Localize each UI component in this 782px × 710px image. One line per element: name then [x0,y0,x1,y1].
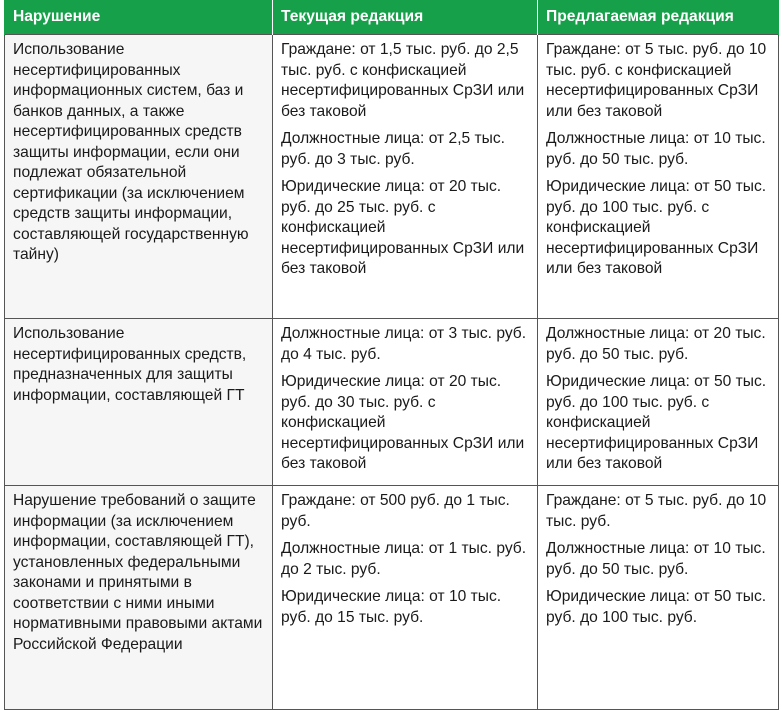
current-penalty-cell [273,319,538,486]
penalty-officials: Должностные лица: от 3 тыс. руб. до 4 тыс. руб. [281,325,527,363]
current-penalty-cell [273,486,538,710]
penalty-legal-entities: Юридические лица: от 50 тыс. руб. до 100 тыс. руб. с конфискацией несертифицированных СрЗИ или без таковой [546,178,767,277]
penalty-legal-entities: Юридические лица: от 50 тыс. руб. до 100 тыс. руб. с конфискацией несертифицированных СрЗИ или без таковой [546,373,767,472]
header-violation: Нарушение [5,0,273,35]
penalty-officials: Должностные лица: от 2,5 тыс. руб. до 3 тыс. руб. [281,130,506,168]
header-row [5,0,779,35]
violation-cell: Нарушение требований о защите информации (за исключением информации, составляющей ГТ), установленных федеральными законами и принятыми в соответствии с ними иными нормативными правовыми актами Российской Федерации [5,486,273,710]
table-row [5,486,779,710]
current-penalty-cell [273,35,538,319]
penalty-citizens: Граждане: от 1,5 тыс. руб. до 2,5 тыс. руб. с конфискацией несертифицированных СрЗИ или без таковой [281,41,525,120]
penalty-officials: Должностные лица: от 10 тыс. руб. до 50 тыс. руб. [546,540,766,578]
penalty-legal-entities: Юридические лица: от 50 тыс. руб. до 100 тыс. руб. [546,588,767,626]
table-row [5,319,779,486]
table-header [5,0,779,35]
penalty-citizens: Граждане: от 5 тыс. руб. до 10 тыс. руб. с конфискацией несертифицированных СрЗИ или без таковой [546,41,767,120]
penalty-officials: Должностные лица: от 10 тыс. руб. до 50 тыс. руб. [546,130,766,168]
penalty-officials: Должностные лица: от 1 тыс. руб. до 2 тыс. руб. [281,540,527,578]
table-row [5,35,779,319]
table-body [5,35,779,710]
penalty-officials: Должностные лица: от 20 тыс. руб. до 50 тыс. руб. [546,325,766,363]
violation-cell: Использование несертифицированных средств, предназначенных для защиты информации, составляющей ГТ [5,319,273,486]
header-proposed-edition: Предлагаемая редакция [538,0,779,35]
penalty-legal-entities: Юридические лица: от 20 тыс. руб. до 30 тыс. руб. с конфискацией несертифицированных СрЗИ или без таковой [281,373,525,472]
penalty-legal-entities: Юридические лица: от 10 тыс. руб. до 15 тыс. руб. [281,588,502,626]
proposed-penalty-cell [538,319,779,486]
proposed-penalty-cell [538,35,779,319]
proposed-penalty-cell [538,486,779,710]
header-current-edition: Текущая редакция [273,0,538,35]
penalties-comparison-table [4,0,779,710]
penalty-citizens: Граждане: от 500 руб. до 1 тыс. руб. [281,492,510,530]
penalty-legal-entities: Юридические лица: от 20 тыс. руб. до 25 тыс. руб. с конфискацией несертифицированных СрЗИ или без таковой [281,178,525,277]
penalty-citizens: Граждане: от 5 тыс. руб. до 10 тыс. руб. [546,492,767,530]
violation-cell: Использование несертифицированных информационных систем, баз и банков данных, а также несертифицированных средств защиты информации, если они подлежат обязательной сертификации (за исключением средств защиты информации, составляющей государственную тайну) [5,35,273,319]
